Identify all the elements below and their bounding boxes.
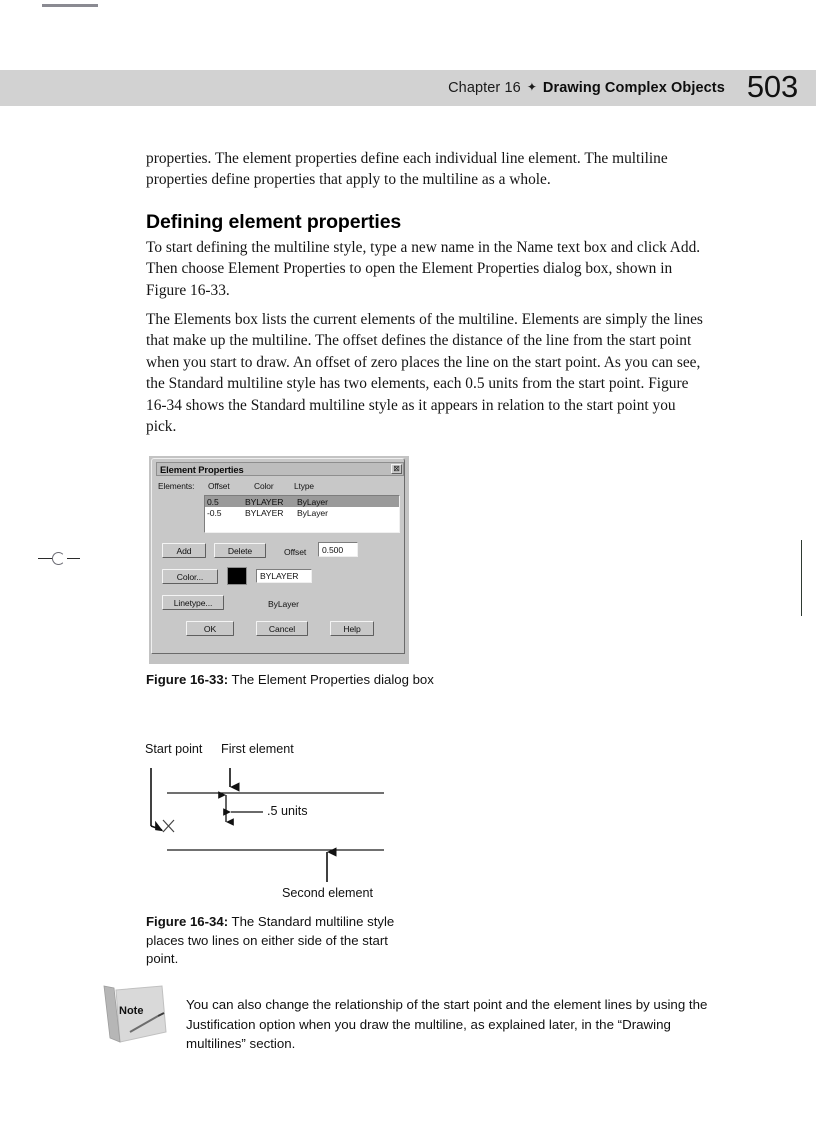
figure-16-34-caption xyxy=(146,913,396,969)
list-item[interactable] xyxy=(205,507,399,518)
registration-circle xyxy=(52,552,65,565)
add-button[interactable]: Add xyxy=(162,543,206,558)
page-number: 503 xyxy=(746,69,798,104)
color-button[interactable]: Color... xyxy=(162,569,218,584)
cancel-button[interactable]: Cancel xyxy=(256,621,308,636)
help-button[interactable]: Help xyxy=(330,621,374,636)
multiline-diagram-svg xyxy=(140,742,560,907)
subhead-block xyxy=(146,211,706,234)
ok-button[interactable]: OK xyxy=(186,621,234,636)
label-start-point: Start point xyxy=(145,742,203,756)
figure-16-34-text: The Standard multiline style places two lines on either side of the start point. xyxy=(146,914,395,967)
label-second-element: Second element xyxy=(282,886,374,900)
paragraph-3: The Elements box lists the current elements of the multiline. Elements are simply the lines that make up the multiline. The offset defines the distance of the line from the start point when you start to draw. An offset of zero places the line on the start point. As you can see, the Standard multiline style has two elements, each 0.5 units from the start point. Figure 16-34 shows the Standard multiline style as it appears in relation to the start point you pick. xyxy=(146,311,703,436)
figure-16-33-text: The Element Properties dialog box xyxy=(231,672,434,687)
note-icon xyxy=(100,984,176,1050)
color-swatch[interactable] xyxy=(227,567,247,585)
dialog-title-bar[interactable] xyxy=(156,462,404,476)
close-icon[interactable]: ⊠ xyxy=(391,464,402,474)
note-paper-icon xyxy=(100,984,176,1050)
running-head-band xyxy=(0,70,816,106)
paragraph-3-block xyxy=(146,309,706,437)
section-heading: Defining element properties xyxy=(146,211,402,233)
column-header-color: Color xyxy=(254,481,274,491)
label-first-element: First element xyxy=(221,742,294,756)
column-header-elements: Elements: xyxy=(158,481,195,491)
paragraph-2-block xyxy=(146,237,706,301)
dialog-frame xyxy=(151,458,405,654)
running-head-inner xyxy=(448,70,798,106)
column-header-offset: Offset xyxy=(208,481,230,491)
element-offset: -0.5 xyxy=(207,507,222,518)
column-header-ltype: Ltype xyxy=(294,481,314,491)
offset-input[interactable]: 0.500 xyxy=(318,542,358,557)
diamond-icon: ✦ xyxy=(526,80,537,94)
label-units: .5 units xyxy=(267,804,308,818)
element-color: BYLAYER xyxy=(245,496,284,507)
paragraph-1-block xyxy=(146,148,706,191)
paragraph-2: To start defining the multiline style, type a new name in the Name text box and click Add. Then choose Element Properties to open the Element Properties dialog box, shown in Figure 16-33. xyxy=(146,239,701,299)
offset-label: Offset xyxy=(284,547,307,557)
element-properties-dialog-screenshot xyxy=(149,456,409,664)
element-color: BYLAYER xyxy=(245,507,284,518)
color-value-input[interactable]: BYLAYER xyxy=(256,569,312,583)
crop-mark-top xyxy=(42,4,98,7)
list-item[interactable] xyxy=(205,496,399,507)
elements-list[interactable] xyxy=(204,495,400,533)
element-offset: 0.5 xyxy=(207,496,219,507)
figure-16-34-artwork xyxy=(140,742,560,907)
chapter-label: Chapter 16 xyxy=(448,80,521,96)
figure-16-33-caption xyxy=(146,671,446,690)
delete-button[interactable]: Delete xyxy=(214,543,266,558)
element-ltype: ByLayer xyxy=(297,507,328,518)
linetype-button[interactable]: Linetype... xyxy=(162,595,224,610)
registration-dash-right xyxy=(67,558,80,559)
page-edge-rule-right xyxy=(801,540,802,616)
chapter-title: Drawing Complex Objects xyxy=(542,80,725,96)
element-ltype: ByLayer xyxy=(297,496,328,507)
figure-16-34-label: Figure 16-34: xyxy=(146,914,229,929)
registration-dash-left xyxy=(38,558,52,559)
dialog-title: Element Properties xyxy=(160,463,244,475)
figure-16-33-label: Figure 16-33: xyxy=(146,672,229,687)
note-text: You can also change the relationship of the start point and the element lines by using the Justification option when you draw the multiline, as explained later, in the “Drawing multilines” section. xyxy=(186,997,708,1052)
registration-mark-left xyxy=(38,545,82,573)
paragraph-1: properties. The element properties define each individual line element. The multiline properties define properties that apply to the multiline as a whole. xyxy=(146,150,668,189)
note-icon-label: Note xyxy=(119,1005,144,1017)
linetype-value: ByLayer xyxy=(268,599,299,609)
